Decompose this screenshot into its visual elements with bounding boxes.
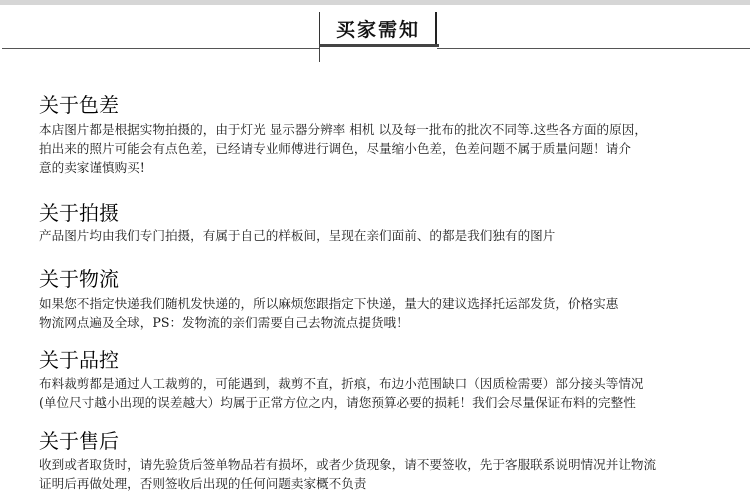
body-line: 产品图片均由我们专门拍摄，有属于自己的样板间，呈现在亲们面前、的都是我们独有的图片 [39, 228, 556, 243]
section-heading: 关于物流 [39, 267, 119, 291]
body-line: 如果您不指定快递我们随机发快递的，所以麻烦您跟指定下快递，量大的建议选择托运部发货，价格实惠 [39, 296, 619, 311]
section-heading: 关于色差 [39, 93, 119, 117]
top-border-strip [0, 0, 750, 5]
body-line: (单位尺寸越小出现的误差越大）均属于正常方位之内，请您预算必要的损耗！我们会尽量保证布料的完整性 [39, 395, 636, 410]
section-body [39, 455, 745, 493]
page-title: 买家需知 [335, 18, 420, 41]
title-box-shadow [319, 44, 439, 47]
header-rule-right [437, 48, 750, 49]
body-line: 拍出来的照片可能会有点色差，已经请专业师傅进行调色，尽量缩小色差，色差问题不属于质量问题！请介 [39, 141, 631, 156]
section-heading: 关于品控 [39, 348, 119, 372]
body-line: 物流网点遍及全球，PS：发物流的亲们需要自己去物流点提货哦！ [39, 315, 409, 330]
title-box-stub [319, 44, 320, 62]
body-line: 布料裁剪都是通过人工裁剪的，可能遇到，裁剪不直，折痕，布边小范围缺口（因质检需要）部分接头等情况 [39, 376, 644, 391]
section-heading: 关于售后 [39, 429, 119, 453]
section-body [39, 374, 745, 412]
section-body [39, 226, 745, 245]
body-line: 证明后再做处理，否则签收后出现的任何问题卖家概不负责 [39, 476, 367, 491]
body-line: 意的卖家谨慎购买! [39, 160, 145, 175]
header-rule-left [2, 48, 319, 49]
body-line: 收到或者取货时，请先验货后签单物品若有损坏，或者少货现象，请不要签收，先于客服联系说明情况并让物流 [39, 457, 657, 472]
section-body [39, 120, 745, 177]
section-body [39, 294, 745, 332]
body-line: 本店图片都是根据实物拍摄的，由于灯光 显示器分辨率 相机 以及每一批布的批次不同等.这些各方面的原因， [39, 122, 647, 137]
section-heading: 关于拍摄 [39, 201, 119, 225]
